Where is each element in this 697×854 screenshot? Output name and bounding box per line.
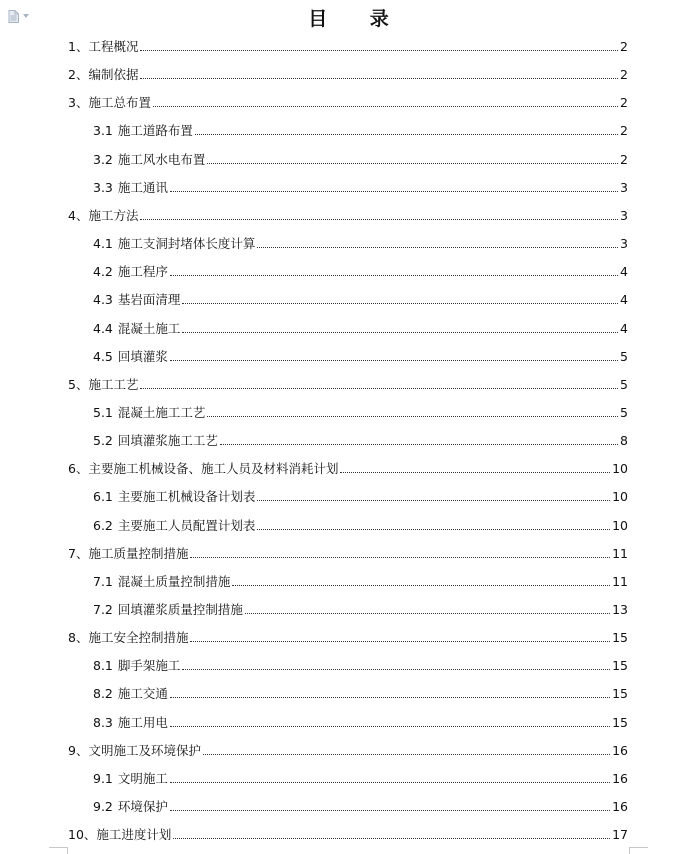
toc-entry-number: 6.2: [93, 517, 113, 533]
toc-entry[interactable]: [93, 148, 628, 168]
toc-entry-label: 施工工艺: [88, 376, 139, 392]
toc-entry-label: 混凝土施工: [117, 320, 181, 336]
toc-entry-label: 施工安全控制措施: [88, 630, 189, 646]
toc-entry-page: 2: [620, 95, 628, 111]
toc-entry-number: 6、: [68, 461, 89, 477]
toc-entry-label: 文明施工: [117, 770, 168, 786]
toc-leader-dots: [140, 219, 618, 220]
toc-entry-number: 3.1: [93, 123, 113, 139]
toc-entry-number: 7、: [68, 545, 89, 561]
toc-entry[interactable]: [93, 767, 628, 787]
toc-leader-dots: [190, 557, 610, 558]
toc-entry-page: 15: [612, 630, 628, 646]
toc-leader-dots: [257, 500, 610, 501]
toc-leader-dots: [170, 782, 610, 783]
toc-entry-label: 施工交通: [117, 686, 168, 702]
toc-entry[interactable]: [68, 823, 628, 843]
toc-entry-number: 7.2: [93, 602, 113, 617]
toc-entry-page: 3: [620, 179, 628, 195]
toc-leader-dots: [153, 106, 618, 107]
toc-entry-page: 16: [612, 770, 628, 786]
toc-leader-dots: [173, 838, 610, 839]
toc-entry[interactable]: [93, 176, 628, 196]
toc-leader-dots: [220, 444, 618, 445]
toc-entry-page: 11: [612, 573, 628, 589]
toc-entry[interactable]: [93, 429, 628, 449]
toc-entry-label: 回填灌浆施工工艺: [117, 433, 218, 449]
toc-entry-number: 8、: [68, 630, 89, 646]
toc-entry-page: 11: [612, 545, 628, 561]
toc-entry-label: 施工支洞封堵体长度计算: [117, 236, 256, 252]
toc-entry-number: 3.2: [93, 151, 113, 167]
toc-leader-dots: [195, 134, 618, 135]
toc-entry-page: 15: [612, 658, 628, 674]
toc-entry[interactable]: [93, 598, 628, 618]
toc-entry-label: 混凝土质量控制措施: [117, 573, 231, 589]
toc-leader-dots: [203, 754, 610, 755]
toc-entry-page: 4: [620, 320, 628, 336]
toc-entry-number: 8.3: [93, 714, 113, 730]
toc-entry-number: 5.1: [93, 404, 113, 420]
page-corner-mark-right: [629, 847, 648, 854]
toc-leader-dots: [170, 726, 610, 727]
toc-entry-number: 4、: [68, 207, 89, 223]
toc-leader-dots: [257, 247, 618, 248]
toc-entry[interactable]: [68, 739, 628, 759]
toc-entry[interactable]: [68, 626, 628, 646]
toc-entry-label: 施工总布置: [88, 95, 151, 111]
toc-entry-page: 8: [620, 433, 628, 449]
toc-entry-label: 回填灌浆质量控制措施: [117, 602, 243, 617]
toc-leader-dots: [170, 697, 610, 698]
toc-entry[interactable]: [68, 542, 628, 562]
toc-entry[interactable]: [68, 204, 628, 224]
toc-entry-number: 9.2: [93, 799, 113, 815]
toc-entry[interactable]: [68, 91, 628, 111]
toc-entry-page: 3: [620, 236, 628, 252]
toc-entry-page: 15: [612, 714, 628, 730]
toc-leader-dots: [340, 472, 610, 473]
toc-entry-page: 16: [612, 799, 628, 815]
toc-entry-label: 文明施工及环境保护: [88, 742, 201, 758]
toc-entry-label: 基岩面清理: [117, 292, 181, 308]
toc-entry-page: 10: [612, 489, 628, 505]
toc-leader-dots: [182, 669, 610, 670]
toc-entry[interactable]: [93, 570, 628, 590]
toc-entry-page: 2: [620, 123, 628, 139]
toc-entry[interactable]: [93, 485, 628, 505]
toc-entry-number: 1、: [68, 39, 89, 54]
toc-entry-number: 5、: [68, 376, 89, 392]
toc-entry[interactable]: [93, 682, 628, 702]
toc-entry-number: 3.3: [93, 179, 113, 195]
toc-entry[interactable]: [93, 654, 628, 674]
toc-entry-number: 6.1: [93, 489, 113, 505]
toc-entry-label: 主要施工机械设备、施工人员及材料消耗计划: [88, 461, 339, 477]
toc-entry[interactable]: [68, 35, 628, 55]
toc-entry-number: 7.1: [93, 573, 113, 589]
toc-leader-dots: [207, 163, 618, 164]
toc-entry-page: 17: [612, 827, 628, 843]
toc-entry-label: 施工用电: [117, 714, 168, 730]
page-title: 目 录: [308, 8, 407, 30]
toc-entry[interactable]: [68, 457, 628, 477]
toc-entry-label: 施工道路布置: [117, 123, 193, 139]
toc-entry-page: 2: [620, 67, 628, 83]
toc-entry-label: 工程概况: [88, 39, 139, 54]
toc-leader-dots: [182, 303, 618, 304]
toc-entry[interactable]: [93, 711, 628, 731]
toc-entry-page: 4: [620, 292, 628, 308]
toc-leader-dots: [190, 641, 610, 642]
toc-entry[interactable]: [93, 260, 628, 280]
toc-entry[interactable]: [93, 795, 628, 815]
toc-entry-number: 4.2: [93, 264, 113, 280]
toc-entry-page: 4: [620, 264, 628, 280]
toc-entry-label: 施工进度计划: [96, 827, 172, 843]
toc-entry-page: 3: [620, 207, 628, 223]
toc-entry-number: 4.4: [93, 320, 113, 336]
toc-leader-dots: [170, 191, 618, 192]
toc-entry-number: 9.1: [93, 770, 113, 786]
toc-entry-number: 4.3: [93, 292, 113, 308]
toc-leader-dots: [140, 78, 618, 79]
toc-leader-dots: [170, 810, 610, 811]
toc-leader-dots: [207, 416, 618, 417]
toc-entry-label: 回填灌浆: [117, 348, 168, 364]
toc-entry-label: 施工质量控制措施: [88, 545, 189, 561]
toc-entry[interactable]: [93, 345, 628, 365]
toc-entry-label: 编制依据: [88, 67, 139, 83]
toc-leader-dots: [182, 332, 618, 333]
toc-entry-label: 主要施工人员配置计划表: [117, 517, 256, 533]
toc-leader-dots: [257, 529, 610, 530]
toc-entry-label: 施工方法: [88, 207, 139, 223]
toc-entry-label: 环境保护: [117, 799, 168, 815]
toc-leader-dots: [140, 50, 618, 51]
toc-entry-number: 5.2: [93, 433, 113, 449]
toc-entry[interactable]: [93, 401, 628, 421]
toc-entry-page: 16: [612, 742, 628, 758]
toc-entry[interactable]: [93, 232, 628, 252]
toc-entry-number: 3、: [68, 95, 89, 111]
toc-leader-dots: [245, 613, 610, 614]
toc-leader-dots: [170, 275, 618, 276]
toc-entry[interactable]: [68, 63, 628, 83]
toc-entry-page: 2: [620, 151, 628, 167]
toc-leader-dots: [232, 585, 610, 586]
toc-entry-number: 4.5: [93, 348, 113, 364]
toc-entry-page: 15: [612, 686, 628, 702]
toc-entry-number: 2、: [68, 67, 89, 83]
toc-entry-page: 10: [612, 461, 628, 477]
toc-entry-label: 施工风水电布置: [117, 151, 206, 167]
toc-entry-number: 4.1: [93, 236, 113, 252]
toc-leader-dots: [140, 388, 618, 389]
toc-entry-page: 5: [620, 376, 628, 392]
toc-entry-page: 5: [620, 348, 628, 364]
toc-entry[interactable]: [93, 514, 628, 534]
toc-entry-page: 13: [612, 602, 628, 617]
page-corner-mark-left: [49, 847, 68, 854]
toc-entry[interactable]: [93, 119, 628, 139]
toc-entry[interactable]: [68, 373, 628, 393]
toc-entry-label: 脚手架施工: [117, 658, 181, 674]
toc-entry-page: 10: [612, 517, 628, 533]
toc-entry-number: 9、: [68, 742, 89, 758]
toc-entry[interactable]: [93, 288, 628, 308]
toc-entry-page: 2: [620, 39, 628, 54]
toc-entry-label: 主要施工机械设备计划表: [117, 489, 256, 505]
toc-entry-number: 8.2: [93, 686, 113, 702]
toc-entry-label: 混凝土施工工艺: [117, 404, 206, 420]
toc-entry-number: 8.1: [93, 658, 113, 674]
toc-entry-label: 施工通讯: [117, 179, 168, 195]
toc-leader-dots: [170, 360, 618, 361]
toc-entry-label: 施工程序: [117, 264, 168, 280]
toc-entry[interactable]: [93, 317, 628, 337]
toc-entry-page: 5: [620, 404, 628, 420]
toc-entry-number: 10、: [68, 827, 97, 843]
